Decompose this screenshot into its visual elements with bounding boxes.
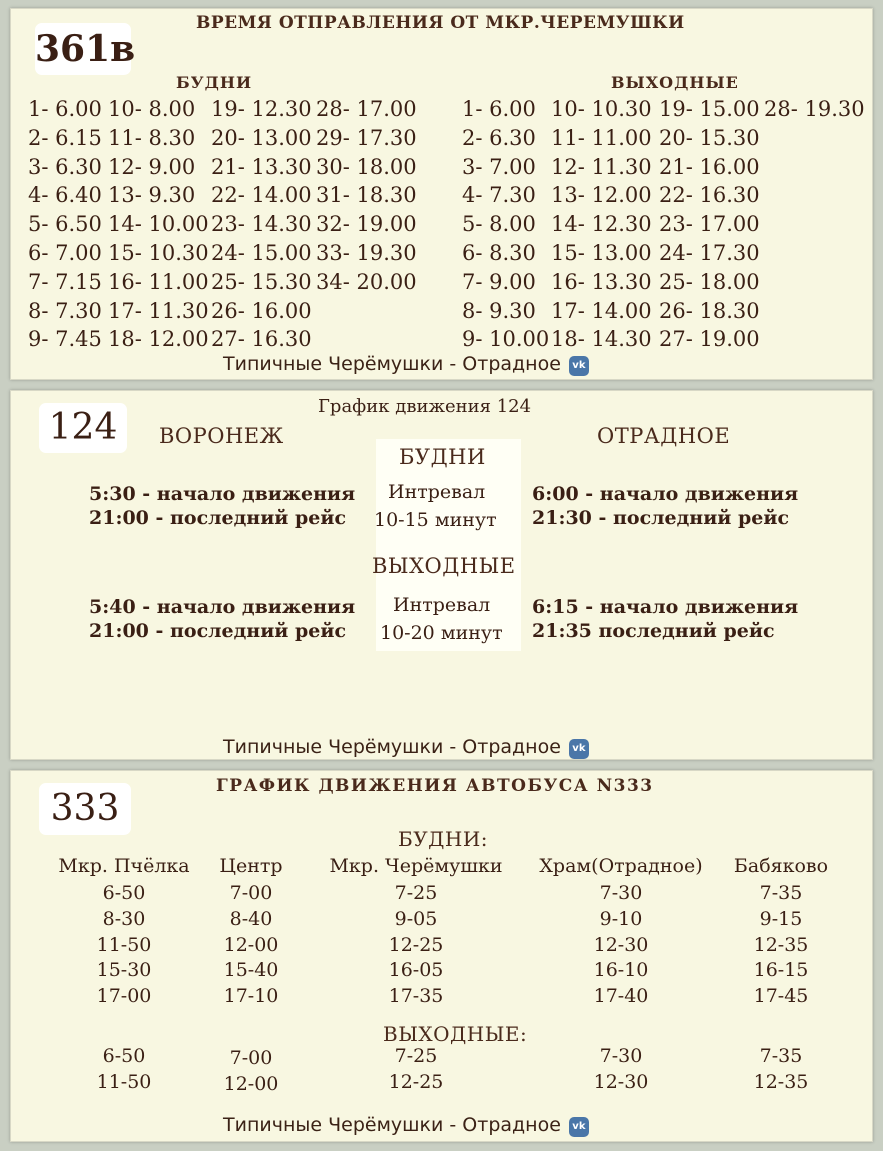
right-city: ОТРАДНОЕ (597, 424, 731, 448)
column-header: Центр (219, 855, 283, 877)
list-item: 17- 14.00 (551, 298, 652, 323)
list-item: 12- 11.30 (551, 154, 652, 179)
list-item: 14- 10.00 (108, 212, 209, 237)
list-item: 7- 9.00 (462, 269, 536, 294)
list-item: 15- 13.00 (551, 240, 652, 265)
list-item: 8- 7.30 (28, 298, 102, 323)
weekday-left-end: 21:00 - последний рейс (89, 507, 347, 529)
list-item: 28- 19.30 (764, 97, 865, 121)
table-cell: 17-45 (753, 985, 809, 1008)
list-item: 27- 16.30 (211, 327, 312, 352)
stop-col-pchelka (49, 855, 199, 1010)
table-cell: 9-05 (394, 907, 438, 930)
list-item: 7- 7.15 (28, 269, 102, 294)
table-cell: 9-10 (599, 907, 643, 930)
column-header: Бабяково (733, 855, 829, 877)
list-item: 11- 8.30 (108, 125, 196, 150)
schedule-124-panel (10, 390, 873, 760)
table-cell: 6-50 (102, 1045, 146, 1067)
list-item: 33- 19.30 (316, 240, 417, 265)
list-item: 11- 11.00 (551, 125, 652, 150)
list-item: 23- 14.30 (211, 212, 312, 237)
table-cell: 12-35 (753, 933, 809, 956)
route-number-333: 333 (39, 783, 131, 835)
table-cell: 7-30 (599, 1045, 643, 1067)
weekend-interval-label: Интревал (393, 594, 491, 616)
table-cell: 9-15 (759, 907, 803, 930)
list-item: 24- 15.00 (211, 240, 312, 265)
weekday-left-start: 5:30 - начало движения (89, 483, 356, 505)
weekday-interval-label: Интревал (388, 481, 486, 503)
table-cell: 12-30 (593, 1071, 649, 1093)
table-cell: 12-00 (223, 933, 279, 956)
table-cell: 17-35 (388, 985, 444, 1008)
footer-text: Типичные Черёмушки - Отрадное (223, 736, 561, 758)
weekday-label: БУДНИ: (398, 827, 489, 851)
list-item: 27- 19.00 (659, 327, 760, 352)
weekend-col-center (201, 1045, 301, 1097)
route-number-361v: 361в (35, 23, 131, 75)
table-cell: 17-10 (223, 985, 279, 1008)
vk-icon[interactable]: vk (569, 1117, 589, 1137)
table-cell: 7-25 (394, 1045, 438, 1067)
weekend-label: ВЫХОДНЫЕ (372, 554, 516, 578)
table-cell: 16-10 (593, 959, 649, 982)
column-header: Мкр. Пчёлка (58, 855, 190, 877)
weekend-right-end: 21:35 последний рейс (532, 620, 775, 642)
weekday-col-3 (211, 95, 312, 354)
table-cell: 11-50 (96, 1071, 152, 1093)
weekend-col-3 (659, 95, 760, 354)
list-item: 1- 6.00 (462, 97, 536, 121)
stop-col-cheremushki (316, 855, 516, 1010)
list-item: 9- 7.45 (28, 327, 102, 352)
list-item: 6- 8.30 (462, 240, 536, 265)
list-item: 16- 13.30 (551, 269, 652, 294)
panel-title: ГРАФИК ДВИЖЕНИЯ АВТОБУСА N333 (216, 776, 654, 796)
table-cell: 16-15 (753, 959, 809, 982)
route-number-124: 124 (39, 403, 127, 453)
list-item: 34- 20.00 (316, 269, 417, 294)
schedule-333-panel (10, 770, 873, 1142)
list-item: 21- 13.30 (211, 154, 312, 179)
list-item: 25- 18.00 (659, 269, 760, 294)
list-item: 32- 19.00 (316, 212, 417, 237)
list-item: 29- 17.30 (316, 125, 417, 150)
column-header: Мкр. Черёмушки (329, 855, 503, 877)
weekend-left-start: 5:40 - начало движения (89, 596, 356, 618)
weekend-col-babyakovo (721, 1043, 841, 1095)
table-cell: 15-40 (223, 959, 279, 982)
table-cell: 11-50 (96, 933, 152, 956)
list-item: 19- 15.00 (659, 97, 760, 121)
table-cell: 7-35 (759, 882, 803, 904)
list-item: 16- 11.00 (108, 269, 209, 294)
list-item: 22- 14.00 (211, 183, 312, 208)
list-item: 18- 14.30 (551, 327, 652, 352)
table-cell: 12-25 (388, 933, 444, 956)
list-item: 31- 18.30 (316, 183, 417, 208)
left-city: ВОРОНЕЖ (159, 424, 284, 448)
list-item: 13- 12.00 (551, 183, 652, 208)
list-item: 2- 6.30 (462, 125, 536, 150)
stop-col-hram (526, 855, 716, 1010)
list-item: 6- 7.00 (28, 240, 102, 265)
table-cell: 7-00 (229, 1047, 273, 1069)
weekend-col-pchelka (49, 1043, 199, 1095)
weekday-col-1 (28, 95, 102, 354)
list-item: 1- 6.00 (28, 97, 102, 121)
table-cell: 12-00 (223, 1073, 279, 1095)
weekend-col-4 (764, 95, 865, 124)
list-item: 12- 9.00 (108, 154, 196, 179)
list-item: 28- 17.00 (316, 97, 417, 121)
column-header: Храм(Отрадное) (539, 855, 703, 877)
list-item: 25- 15.30 (211, 269, 312, 294)
table-cell: 15-30 (96, 959, 152, 982)
table-cell: 7-30 (599, 882, 643, 904)
schedule-361v-panel (10, 8, 873, 380)
list-item: 10- 8.00 (108, 97, 196, 121)
table-cell: 8-40 (229, 907, 273, 930)
weekday-label: БУДНИ (176, 73, 253, 92)
table-cell: 8-30 (102, 907, 146, 930)
weekend-interval-value: 10-20 минут (380, 622, 503, 644)
footer-credit (223, 1114, 589, 1137)
table-cell: 7-35 (759, 1045, 803, 1067)
table-cell: 16-05 (388, 959, 444, 982)
table-cell: 7-00 (229, 882, 273, 904)
list-item: 14- 12.30 (551, 212, 652, 237)
table-cell: 17-00 (96, 985, 152, 1008)
weekday-label: БУДНИ (399, 445, 486, 469)
list-item: 23- 17.00 (659, 212, 760, 237)
table-cell: 17-40 (593, 985, 649, 1008)
footer-credit (223, 736, 589, 759)
list-item: 20- 15.30 (659, 125, 760, 150)
list-item: 26- 16.00 (211, 298, 312, 323)
weekend-left-end: 21:00 - последний рейс (89, 620, 347, 642)
weekend-label: ВЫХОДНЫЕ (611, 73, 739, 92)
panel-title: График движения 124 (318, 396, 532, 417)
footer-text: Типичные Черёмушки - Отрадное (223, 353, 561, 375)
weekend-col-cheremushki (316, 1043, 516, 1095)
weekend-col-1 (462, 95, 549, 354)
list-item: 4- 6.40 (28, 183, 102, 208)
list-item: 13- 9.30 (108, 183, 196, 208)
table-cell: 12-25 (388, 1071, 444, 1093)
list-item: 30- 18.00 (316, 154, 417, 179)
table-cell: 7-25 (394, 882, 438, 904)
weekday-right-end: 21:30 - последний рейс (532, 507, 790, 529)
list-item: 5- 8.00 (462, 212, 536, 237)
weekend-label: ВЫХОДНЫЕ: (383, 1022, 528, 1046)
weekend-col-hram (526, 1043, 716, 1095)
stop-col-babyakovo (721, 855, 841, 1010)
interval-highlight (376, 439, 521, 651)
list-item: 8- 9.30 (462, 298, 536, 323)
list-item: 15- 10.30 (108, 240, 209, 265)
list-item: 18- 12.00 (108, 327, 209, 352)
list-item: 26- 18.30 (659, 298, 760, 323)
weekday-col-4 (316, 95, 417, 297)
list-item: 3- 7.00 (462, 154, 536, 179)
list-item: 4- 7.30 (462, 183, 536, 208)
list-item: 21- 16.00 (659, 154, 760, 179)
list-item: 10- 10.30 (551, 97, 652, 121)
list-item: 20- 13.00 (211, 125, 312, 150)
weekend-right-start: 6:15 - начало движения (532, 596, 799, 618)
footer-text: Типичные Черёмушки - Отрадное (223, 1114, 561, 1136)
footer-credit (223, 353, 589, 376)
list-item: 22- 16.30 (659, 183, 760, 208)
list-item: 24- 17.30 (659, 240, 760, 265)
stop-col-center (201, 855, 301, 1010)
list-item: 17- 11.30 (108, 298, 209, 323)
weekday-interval-value: 10-15 минут (374, 509, 497, 531)
weekday-right-start: 6:00 - начало движения (532, 483, 799, 505)
vk-icon[interactable]: vk (569, 739, 589, 759)
list-item: 3- 6.30 (28, 154, 102, 179)
list-item: 19- 12.30 (211, 97, 312, 121)
list-item: 9- 10.00 (462, 327, 550, 352)
weekend-col-2 (551, 95, 652, 354)
panel-title: ВРЕМЯ ОТПРАВЛЕНИЯ ОТ МКР.ЧЕРЕМУШКИ (196, 13, 685, 33)
list-item: 2- 6.15 (28, 125, 102, 150)
vk-icon[interactable]: vk (569, 356, 589, 376)
table-cell: 12-30 (593, 933, 649, 956)
weekday-col-2 (108, 95, 209, 354)
table-cell: 6-50 (102, 882, 146, 904)
table-cell: 12-35 (753, 1071, 809, 1093)
list-item: 5- 6.50 (28, 212, 102, 237)
